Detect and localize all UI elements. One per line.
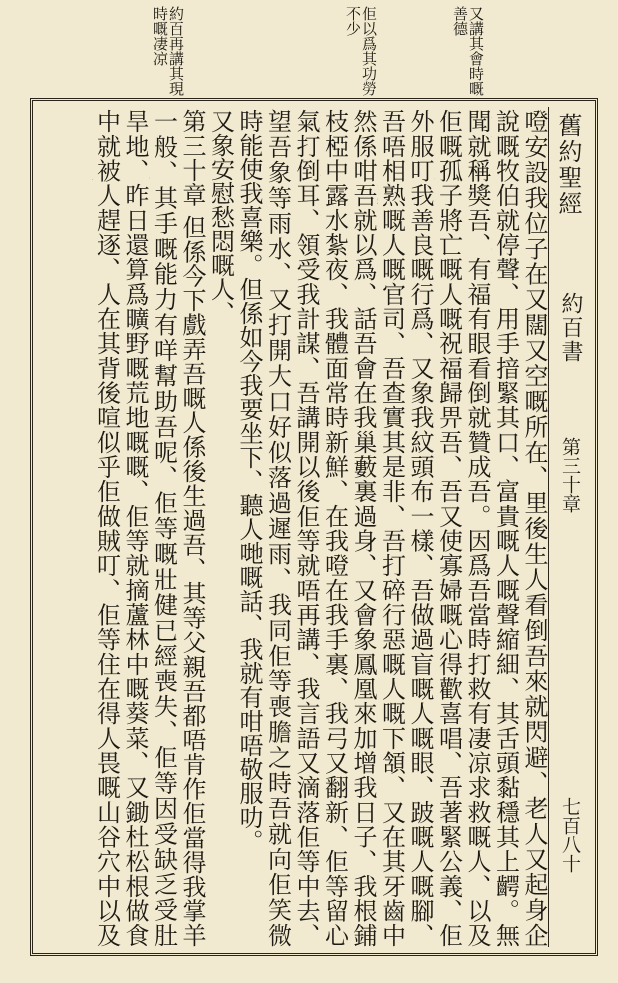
text-column: 氣打倒耳、領受我計謀、吾講開以後佢等就唔再講、我言語又滴落佢等中去、 [292, 109, 320, 947]
text-column: 吾唔相熟嘅人嘅官司、吾查實其是非、吾打碎行惡嘅人嘅下頷、又在其牙齒中 [377, 109, 406, 947]
text-column: 望吾象等雨水、又打開大口好似落過遲雨、我同佢等喪膽之時吾就向佢笑微 [263, 109, 292, 947]
header-title: 舊約聖經 [554, 113, 582, 217]
text-column: 佢嘅孤子將亡嘅人嘅祝福歸畀吾、吾又使寡婦嘅心得歡喜唱、吾著緊公義、佢 [434, 109, 463, 947]
text-column: 旱地、昨日還算爲曠野嘅荒地嘅嘅、佢等就摘蘆林中嘅葵菜、又鋤杜松根做食 [121, 109, 149, 947]
text-column: 又象安慰愁悶嘅人、 [206, 109, 235, 325]
header-book: 約百書 [558, 292, 583, 364]
upper-note: 又講其會時嘅善德 [451, 6, 485, 96]
text-column: 說嘅牧伯就停聲、用手揞緊其口、富貴嘅人嘅聲縮細、其舌頭黏穩其上齶。無 [491, 109, 520, 947]
upper-note: 佢以爲其功勞不少 [344, 6, 378, 96]
upper-note: 約百再講其現時嘅凄凉 [151, 6, 185, 96]
text-column: 噔安設我位子在又闊又空嘅所在、里後生人看倒吾來就閃避、老人又起身企 [520, 109, 548, 947]
text-column: 時能使我喜樂。但係如今我要坐下、聽人哋嘅話、我就有咁唔敬服叻。 [235, 109, 263, 853]
text-columns [39, 107, 589, 947]
text-column: 然係咁吾就以爲、話吾會在我巢藪裏過身、又會象鳳凰來加增我日子、我根鋪 [349, 109, 377, 947]
text-frame [30, 98, 598, 956]
text-column: 中就被人趕逐、人在其背後喧似乎佢做賊叮、佢等住在得人畏嘅山谷穴中以及 [92, 109, 121, 947]
text-column-chapter-start: 第三十章 但係今下戲弄吾嘅人係後生過吾、其等父親吾都唔肯作佢當得我掌羊 [178, 109, 206, 947]
running-header [548, 107, 589, 947]
text-column: 外服叮我善良嘅行爲、又象我紋頭布一樣、吾做過盲嘅人嘅眼、跛嘅人嘅腳、 [406, 109, 434, 947]
text-column: 聞就稱獎吾、有福有眼看倒就贊成吾。因爲吾當時打救有凄凉求救嘅人、以及 [463, 109, 491, 947]
header-chapter: 第三十章 [559, 437, 581, 513]
text-column: 一般、其手嘅能力有咩幫助吾呢、佢等嘅壯健已經喪失、佢等因受缺乏受肚 [149, 109, 178, 947]
text-column: 枝椏中露水紮夜、我體面常時新鮮、在我噔在我手裏、我弓又翻新、佢等留心 [320, 109, 349, 947]
header-page-number: 七百八十 [559, 797, 581, 873]
